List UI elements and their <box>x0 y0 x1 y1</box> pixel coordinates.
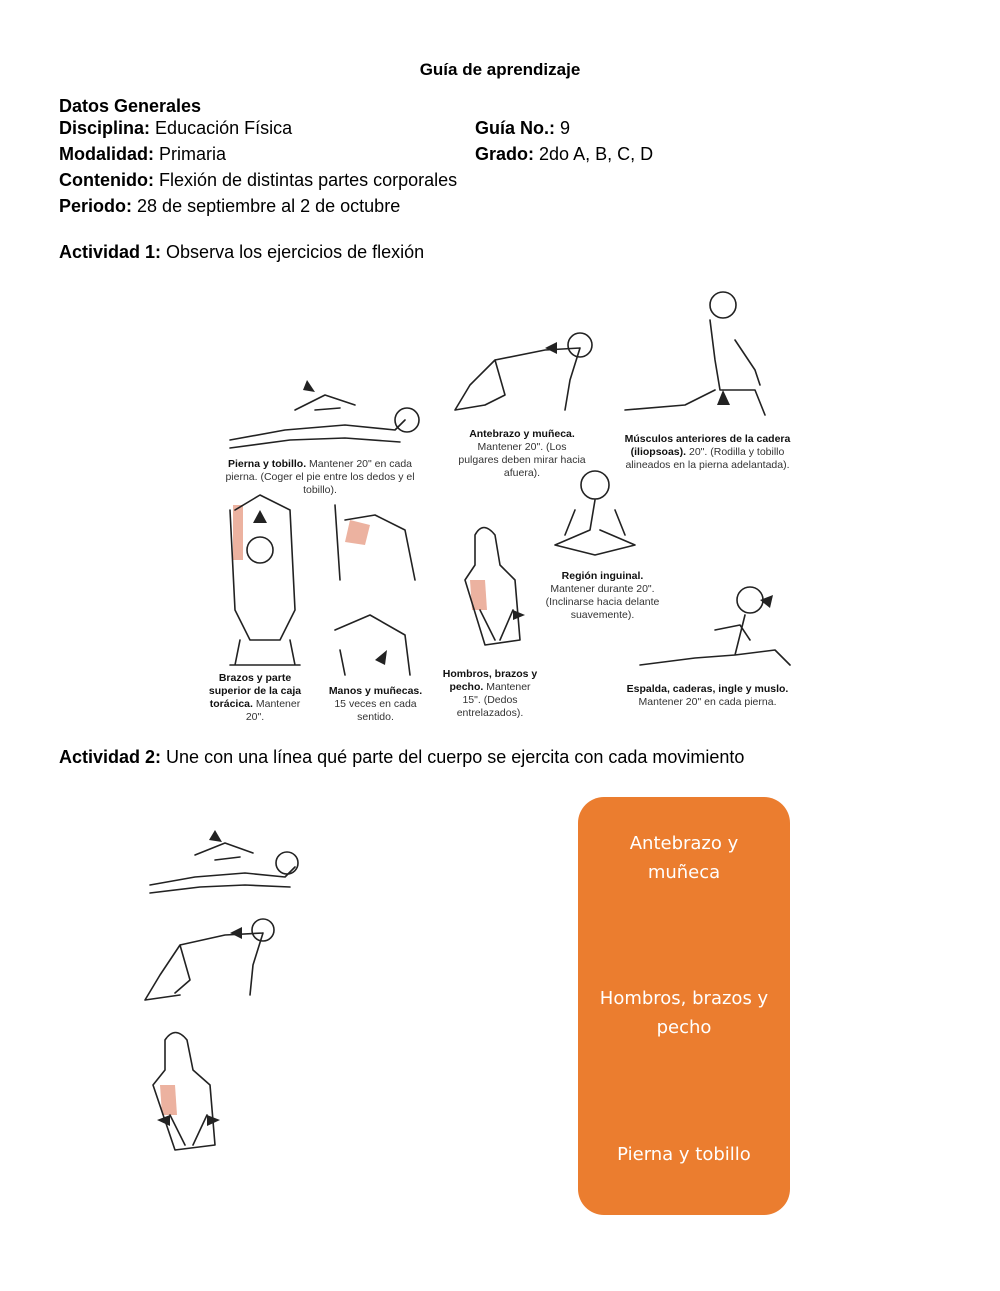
page-title: Guía de aprendizaje <box>419 60 581 79</box>
actividad1-label: Actividad 1: <box>59 242 162 262</box>
modalidad-value: Primaria <box>159 144 227 164</box>
disciplina-label: Disciplina: <box>59 118 151 138</box>
option-hombros-brazos-pecho[interactable]: Hombros, brazos y pecho <box>599 988 769 1038</box>
figure-antebrazo-muneca <box>455 333 592 410</box>
figure-brazos-torax <box>230 495 300 665</box>
option-pierna-tobillo[interactable]: Pierna y tobillo <box>617 1144 751 1165</box>
figure-hombros-brazos <box>465 528 525 646</box>
actividad2-text: Une con una línea qué parte del cuerpo se ejercita con cada movimiento <box>166 747 745 767</box>
match-figure-shoulders[interactable] <box>153 1033 220 1151</box>
actividad1-text: Observa los ejercicios de flexión <box>166 242 425 262</box>
modalidad-line <box>59 141 226 167</box>
disciplina-line <box>59 115 292 141</box>
guia-label: Guía No.: <box>475 118 555 138</box>
caption-cadera: Músculos anteriores de la cadera (iliopsoas). 20". (Rodilla y tobillo alineados en la pierna adelantada). <box>624 433 791 471</box>
periodo-value: 28 de septiembre al 2 de octubre <box>137 196 401 216</box>
actividad1-line <box>59 239 424 265</box>
grado-value: 2do A, B, C, D <box>539 144 654 164</box>
caption-antebrazo-muneca: Antebrazo y muñeca. Mantener 20". (Los pulgares deben mirar hacia afuera). <box>458 428 586 479</box>
contenido-value: Flexión de distintas partes corporales <box>159 170 458 190</box>
caption-espalda-caderas: Espalda, caderas, ingle y muslo. Mantener 20" en cada pierna. <box>626 683 789 708</box>
datos-heading: Datos Generales <box>59 96 202 116</box>
exercise-illustration <box>195 280 795 723</box>
match-figure-wrist[interactable] <box>145 919 274 1000</box>
caption-hombros-brazos: Hombros, brazos y pecho. Mantener 15". (Dedos entrelazados). <box>442 668 538 719</box>
actividad2-line <box>59 744 744 770</box>
figure-cadera <box>625 292 765 415</box>
matching-drawings <box>135 815 315 1185</box>
contenido-line <box>59 167 457 193</box>
caption-pierna-tobillo: Pierna y tobillo. Mantener 20" en cada pierna. (Coger el pie entre los dedos y el tobillo). <box>225 458 415 496</box>
figure-manos-munecas <box>335 505 415 675</box>
guia-value: 9 <box>560 118 571 138</box>
caption-inguinal: Región inguinal. Mantener durante 20". (Inclinarse hacia delante suavemente). <box>545 570 660 621</box>
matching-figures <box>135 815 315 1185</box>
options-panel <box>578 797 790 1215</box>
match-figure-leg[interactable] <box>150 830 298 893</box>
option-antebrazo-muneca[interactable]: Antebrazo y muñeca <box>629 833 739 883</box>
grado-line <box>475 141 653 167</box>
figure-inguinal <box>555 471 635 555</box>
periodo-line <box>59 193 400 219</box>
guia-line <box>475 115 570 141</box>
modalidad-label: Modalidad: <box>59 144 154 164</box>
grado-label: Grado: <box>475 144 535 164</box>
disciplina-value: Educación Física <box>155 118 293 138</box>
actividad2-label: Actividad 2: <box>59 747 162 767</box>
contenido-label: Contenido: <box>59 170 154 190</box>
caption-brazos-torax: Brazos y parte superior de la caja torácica. Mantener 20". <box>208 672 302 723</box>
exercise-drawings <box>195 280 795 720</box>
periodo-label: Periodo: <box>59 196 133 216</box>
figure-pierna-tobillo <box>230 380 419 448</box>
caption-manos-munecas: Manos y muñecas. 15 veces en cada sentido. <box>328 685 423 723</box>
